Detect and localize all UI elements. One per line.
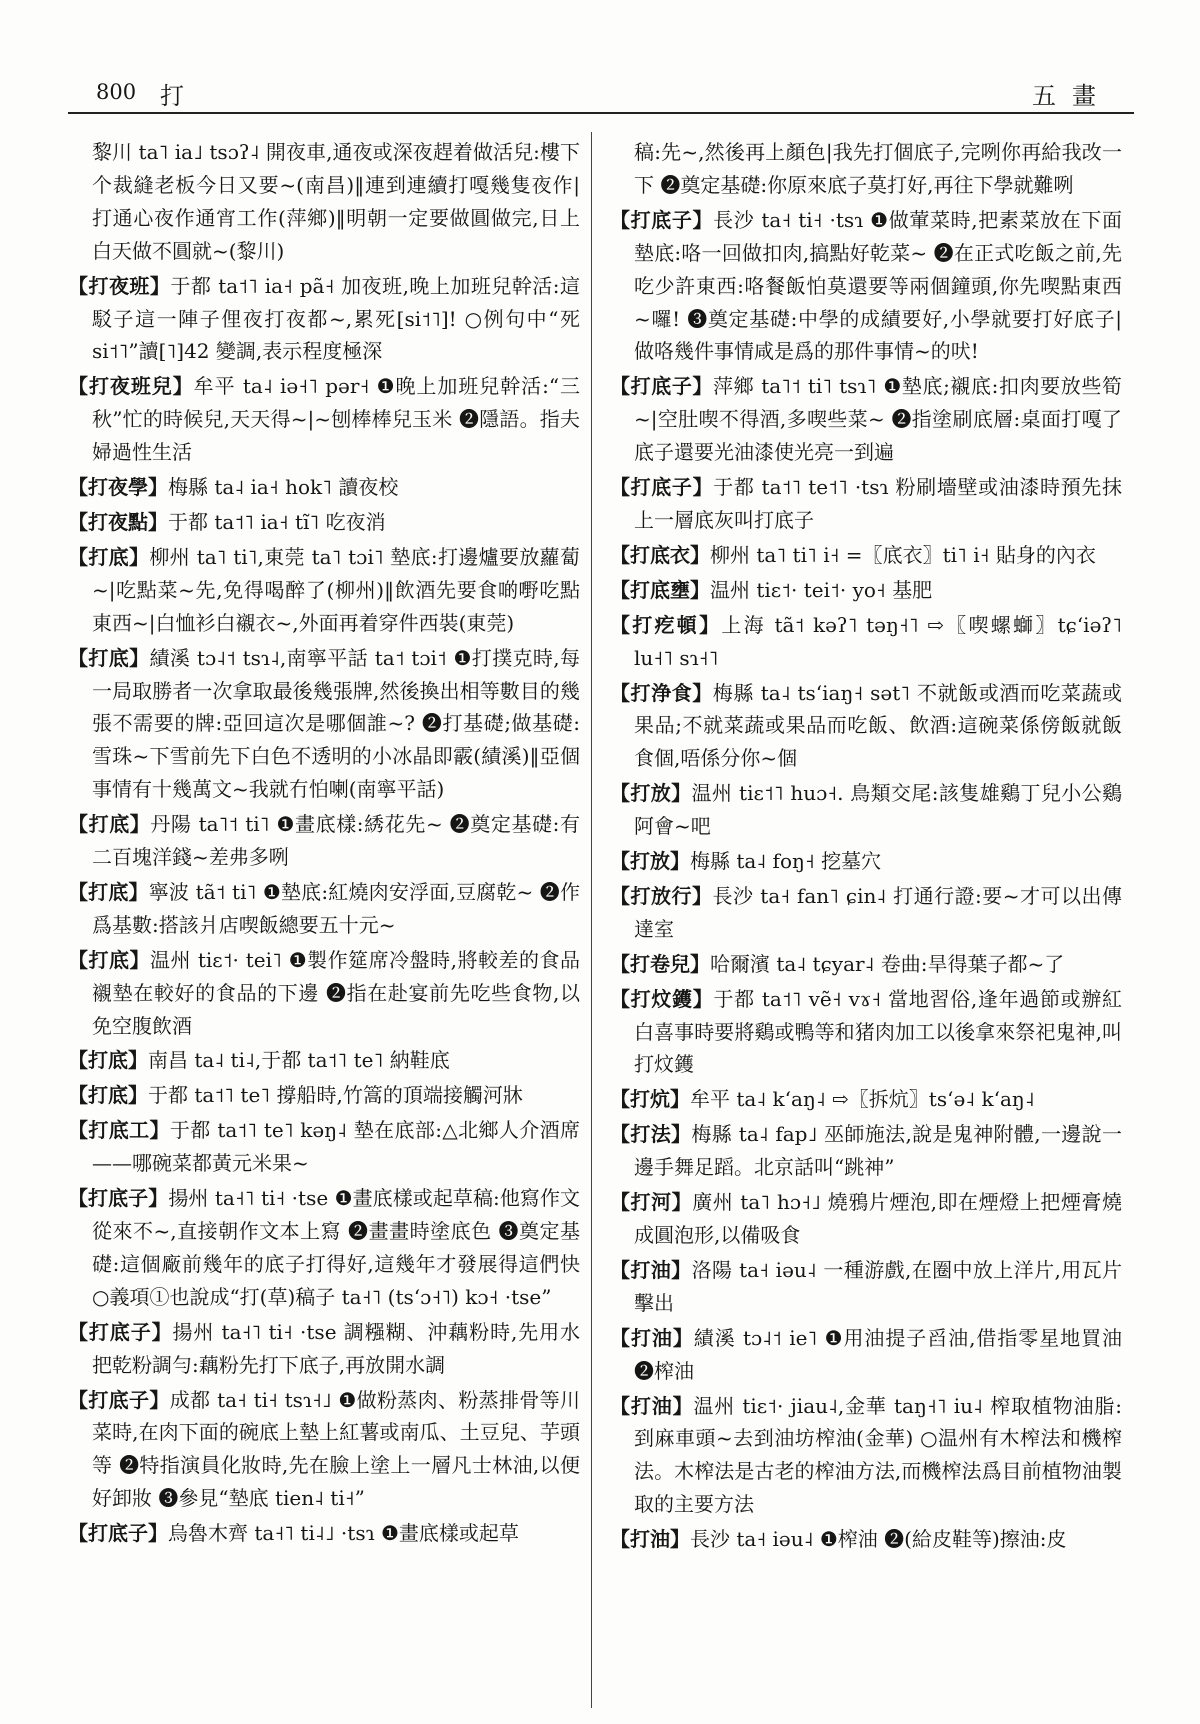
entry-definition: 丹陽 ta˥˦ ti˥ ❶畫底樣:綉花先~ ❷奠定基礎:有二百塊洋錢~差弗多咧 [92, 812, 580, 870]
entry-definition: 洛陽 ta˧ iəu˨ 一種游戲,在圈中放上洋片,用瓦片擊出 [634, 1257, 1122, 1315]
dictionary-entry [68, 1044, 580, 1077]
dictionary-entry [610, 609, 1122, 675]
entry-definition: 于都 ta˦˥ ia˧ pã˧ 加夜班,晚上加班兒幹活:這駁子這一陣子俚夜打夜都~,累死[si˦˥]! ○例句中“死 si˦˥”讀[˥]42 變調,表示程度極深 [92, 273, 580, 364]
entry-headword: 【打卷兒】 [610, 951, 710, 976]
dictionary-entry [610, 777, 1122, 843]
entry-headword: 【打底】 [68, 947, 150, 972]
dictionary-entry [610, 677, 1122, 776]
entry-definition: 于都 ta˦˥ te˦˥ ·tsɿ 粉刷墻壁或油漆時預先抹上一層底灰叫打底子 [634, 475, 1122, 532]
entry-definition: 温州 tiɛ˦˥ huɔ˧. 鳥類交尾:該隻雄鷄丁兒小公鷄阿會~吧 [634, 781, 1122, 839]
entry-definition: 績溪 tɔ˨˦ tsɿ˨,南寧平話 ta˦ tɔi˦ ❶打撲克時,每一局取勝者一次拿取最後幾張牌,然後換出相等數目的幾張不需要的牌:亞回這次是哪個誰~? ❷打基礎;做基礎:雪珠~下雪前先下白色不透明的小冰晶即霰(績溪)‖亞個事情有十幾萬文~我就冇怕喇(南寧平話) [92, 645, 580, 802]
entry-headword: 【打底子】 [68, 1186, 169, 1211]
entry-headword: 【打放】 [610, 849, 690, 874]
entry-definition: 于都 ta˦˥ ia˧ tĩ˥ 吃夜消 [168, 509, 386, 534]
entry-headword: 【打底衣】 [610, 542, 710, 567]
entry-headword: 【打炆鑊】 [610, 986, 714, 1011]
entry-definition: 上海 tã˦ kəʔ˥ təŋ˧˥ ⇨〖喫螺螄〗tɕʻiəʔ˥ lu˧˥ sɿ˧˥ [634, 612, 1122, 670]
entry-definition: 長沙 ta˧ iəu˨ ❶榨油 ❷(給皮鞋等)擦油:皮 [690, 1527, 1067, 1552]
right-column [610, 136, 1122, 1706]
entry-headword: 【打油】 [610, 1393, 694, 1418]
left-column [68, 136, 580, 1706]
entry-headword: 【打油】 [610, 1325, 694, 1350]
running-head-character: 打 [160, 82, 184, 110]
dictionary-entry [68, 1182, 580, 1314]
entry-definition: 長沙 ta˧ ti˧ ·tsɿ ❶做葷菜時,把素菜放在下面墊底:咯一回做扣肉,搞點好乾菜~ ❷在正式吃飯之前,先吃少許東西:咯餐飯怕莫還要等兩個鐘頭,你先喫點東西~囉! ❸奠定基礎:中學的成績要好,小學就要打好底子|做咯幾件事情咸是爲的那件事情~的吠! [634, 207, 1122, 364]
dictionary-entry [610, 983, 1122, 1082]
dictionary-entry [68, 1114, 580, 1180]
dictionary-entry [68, 642, 580, 807]
entry-definition: 梅縣 ta˨ ia˧ hok˥ 讀夜校 [168, 475, 399, 500]
entry-headword: 【打底子】 [68, 1387, 170, 1412]
entry-headword: 【打底子】 [68, 1521, 168, 1546]
entry-headword: 【打夜點】 [68, 509, 168, 534]
entry-definition: 梅縣 ta˨ foŋ˧ 挖墓穴 [690, 849, 882, 874]
dictionary-entry [610, 204, 1122, 369]
section-title: 五畫 [1032, 82, 1112, 110]
dictionary-entry [610, 1083, 1122, 1116]
dictionary-entry [68, 270, 580, 369]
dictionary-entry [68, 471, 580, 504]
entry-definition: 成都 ta˧ ti˧ tsɿ˧˩ ❶做粉蒸肉、粉蒸排骨等川菜時,在肉下面的碗底上墊上紅薯或南瓜、土豆兒、芋頭等 ❷特指演員化妝時,先在臉上塗上一層凡士林油,以便好卸妝 ❸參見“墊底 tien˨ ti˧” [92, 1387, 580, 1511]
entry-headword: 【打底子】 [610, 207, 714, 232]
dictionary-entry [68, 876, 580, 942]
entry-headword: 【打炕】 [610, 1087, 690, 1112]
entry-headword: 【打底工】 [68, 1118, 170, 1143]
dictionary-entry [610, 370, 1122, 469]
entry-headword: 【打底】 [68, 1048, 148, 1073]
entry-definition: 柳州 ta˥ ti˥,東莞 ta˥ tɔi˥ 墊底:打邊爐要放蘿蔔~|吃點菜~先,免得喝醉了(柳州)‖飲酒先要食啲嘢吃點東西~|白恤衫白襯衣~,外面再着穿件西裝(東莞) [92, 544, 580, 635]
dictionary-entry [610, 574, 1122, 607]
entry-headword: 【打底】 [68, 645, 150, 670]
entry-headword: 【打底子】 [610, 475, 714, 500]
dictionary-entry [68, 541, 580, 640]
dictionary-entry [68, 506, 580, 539]
entry-headword: 【打底】 [68, 544, 150, 569]
entry-definition: 牟平 ta˨ kʻaŋ˨ ⇨〖拆炕〗tsʻə˨ kʻaŋ˨ [690, 1087, 1035, 1112]
entry-headword: 【打夜班兒】 [68, 374, 194, 399]
dictionary-entry [68, 1316, 580, 1382]
entry-headword: 【打底】 [68, 879, 149, 904]
dictionary-entry [610, 845, 1122, 878]
dictionary-entry [68, 944, 580, 1043]
entry-definition: 温州 tiɛ˦· tei˦· yo˧ 基肥 [710, 577, 933, 602]
dictionary-entry [610, 471, 1122, 537]
entry-headword: 【打底子】 [610, 374, 714, 399]
entry-definition: 揚州 ta˧˥ ti˧ ·tse ❶畫底樣或起草稿:他寫作文從來不~,直接朝作文本上寫 ❷畫畫時塗底色 ❸奠定基礎:這個廠前幾年的底子打得好,這幾年才發展得這們快 ○義項①也說成“打(草)稿子 ta˧˥ (tsʻɔ˧˥) kɔ˧ ·tse” [92, 1186, 580, 1309]
dictionary-entry [68, 1079, 580, 1112]
entry-definition: 哈爾濱 ta˨ tɕyar˨ 卷曲:旱得葉子都~了 [710, 951, 1065, 976]
dictionary-entry [610, 539, 1122, 572]
entry-definition: 廣州 ta˥ hɔ˧˩ 燒鴉片煙泡,即在煙燈上把煙膏燒成圓泡形,以備吸食 [634, 1190, 1122, 1247]
entry-headword: 【打法】 [610, 1122, 692, 1147]
dictionary-entry [610, 1390, 1122, 1522]
dictionary-entry [610, 1523, 1122, 1556]
entry-definition: 稿:先~,然後再上顏色|我先打個底子,完咧你再給我改一下 ❷奠定基礎:你原來底子莫打好,再往下學就難咧 [634, 140, 1122, 197]
entry-definition: 寧波 tã˦ ti˥ ❶墊底:紅燒肉安浮面,豆腐乾~ ❷作爲基數:搭該爿店喫飯總要五十元~ [92, 879, 580, 937]
entry-definition: 黎川 ta˥ ia˩ tsɔʔ˨ 開夜車,通夜或深夜趕着做活兒:樓下个裁縫老板今日又要~(南昌)‖連到連續打嘎幾隻夜作|打通心夜作通宵工作(萍鄉)‖明朝一定要做圓做完,日上白天做不圓就~(黎川) [92, 140, 580, 263]
entry-definition: 長沙 ta˧ fan˥ ɕin˨ 打通行證:要~才可以出傳達室 [634, 883, 1122, 941]
dictionary-entry [610, 1322, 1122, 1388]
dictionary-entry [610, 1254, 1122, 1320]
entry-definition: 梅縣 ta˨ fap˩ 巫師施法,說是鬼神附體,一邊說一邊手舞足蹈。北京話叫“跳神” [634, 1122, 1122, 1180]
entry-headword: 【打浄食】 [610, 680, 713, 705]
dictionary-entry [68, 370, 580, 469]
dictionary-entry [68, 1517, 580, 1550]
dictionary-entry [68, 136, 580, 268]
entry-headword: 【打夜班】 [68, 273, 171, 298]
dictionary-entry [610, 948, 1122, 981]
page-number: 800 [96, 80, 137, 104]
entry-headword: 【打油】 [610, 1527, 690, 1552]
dictionary-entry [610, 1186, 1122, 1252]
entry-definition: 梅縣 ta˨ tsʻiaŋ˧ sət˥ 不就飯或酒而吃菜蔬或果品;不就菜蔬或果品而吃飯、飲酒:這碗菜係傍飯就飯食個,唔係分你~個 [634, 680, 1122, 771]
entry-definition: 温州 tiɛ˦· jiau˨,金華 taŋ˧˥ iu˨ 榨取植物油脂:到麻車頭~去到油坊榨油(金華) ○温州有木榨法和機榨法。木榨法是古老的榨油方法,而機榨法爲目前植物油製取的主要方法 [634, 1393, 1122, 1517]
entry-headword: 【打底壅】 [610, 577, 710, 602]
entry-headword: 【打放】 [610, 781, 692, 806]
entry-headword: 【打油】 [610, 1257, 692, 1282]
entry-definition: 烏魯木齊 ta˧˥ ti˨˩ ·tsɿ ❶畫底樣或起草 [168, 1521, 519, 1546]
entry-headword: 【打夜學】 [68, 475, 168, 500]
entry-definition: 于都 ta˦˥ vẽ˧ vɤ˧ 當地習俗,逢年過節或辦紅白喜事時要將鷄或鴨等和猪肉加工以後拿來祭祀鬼神,叫打炆鑊 [634, 986, 1122, 1077]
entry-headword: 【打疙頓】 [610, 612, 722, 637]
entry-definition: 牟平 ta˨ iə˧˥ pər˧ ❶晚上加班兒幹活:“三秋”忙的時候兒,天天得~|~刨棒棒兒玉米 ❷隱語。指夫婦過性生活 [92, 374, 580, 465]
dictionary-entry [68, 808, 580, 874]
page-header [68, 74, 1134, 114]
entry-definition: 績溪 tɔ˨˦ ie˥ ❶用油提子舀油,借指零星地買油 ❷榨油 [634, 1325, 1122, 1383]
entry-definition: 南昌 ta˨ ti˨,于都 ta˦˥ te˥ 納鞋底 [148, 1048, 450, 1073]
dictionary-entry [610, 136, 1122, 202]
entry-headword: 【打放行】 [610, 883, 713, 908]
entry-definition: 揚州 ta˧˥ ti˧ ·tse 調糨糊、沖藕粉時,先用水把乾粉調勻:藕粉先打下底子,再放開水調 [92, 1319, 580, 1377]
entry-definition: 柳州 ta˥ ti˥ i˧ =〖底衣〗ti˥ i˧ 貼身的內衣 [710, 542, 1096, 567]
dictionary-entry [610, 1118, 1122, 1184]
entry-definition: 于都 ta˦˥ te˥ kəŋ˨ 墊在底部:△北鄉人介酒席——哪碗菜都黃元米果~ [92, 1118, 580, 1176]
entry-headword: 【打底子】 [68, 1319, 173, 1344]
column-divider [591, 132, 592, 1708]
entry-definition: 温州 tiɛ˦· tei˥ ❶製作筵席冷盤時,將較差的食品襯墊在較好的食品的下邊 ❷指在赴宴前先吃些食物,以免空腹飲酒 [92, 947, 580, 1038]
dictionary-entry [610, 880, 1122, 946]
entry-headword: 【打河】 [610, 1190, 693, 1215]
entry-definition: 萍鄉 ta˥˦ ti˥ tsɿ˥ ❶墊底;襯底:扣肉要放些筍~|空肚喫不得酒,多喫些菜~ ❷指塗刷底層:桌面打嘎了底子還要光油漆使光亮一到遍 [634, 374, 1122, 465]
entry-definition: 于都 ta˦˥ te˥ 撐船時,竹篙的頂端接觸河牀 [148, 1083, 523, 1108]
dictionary-entry [68, 1384, 580, 1516]
entry-headword: 【打底】 [68, 812, 151, 837]
entry-headword: 【打底】 [68, 1083, 148, 1108]
